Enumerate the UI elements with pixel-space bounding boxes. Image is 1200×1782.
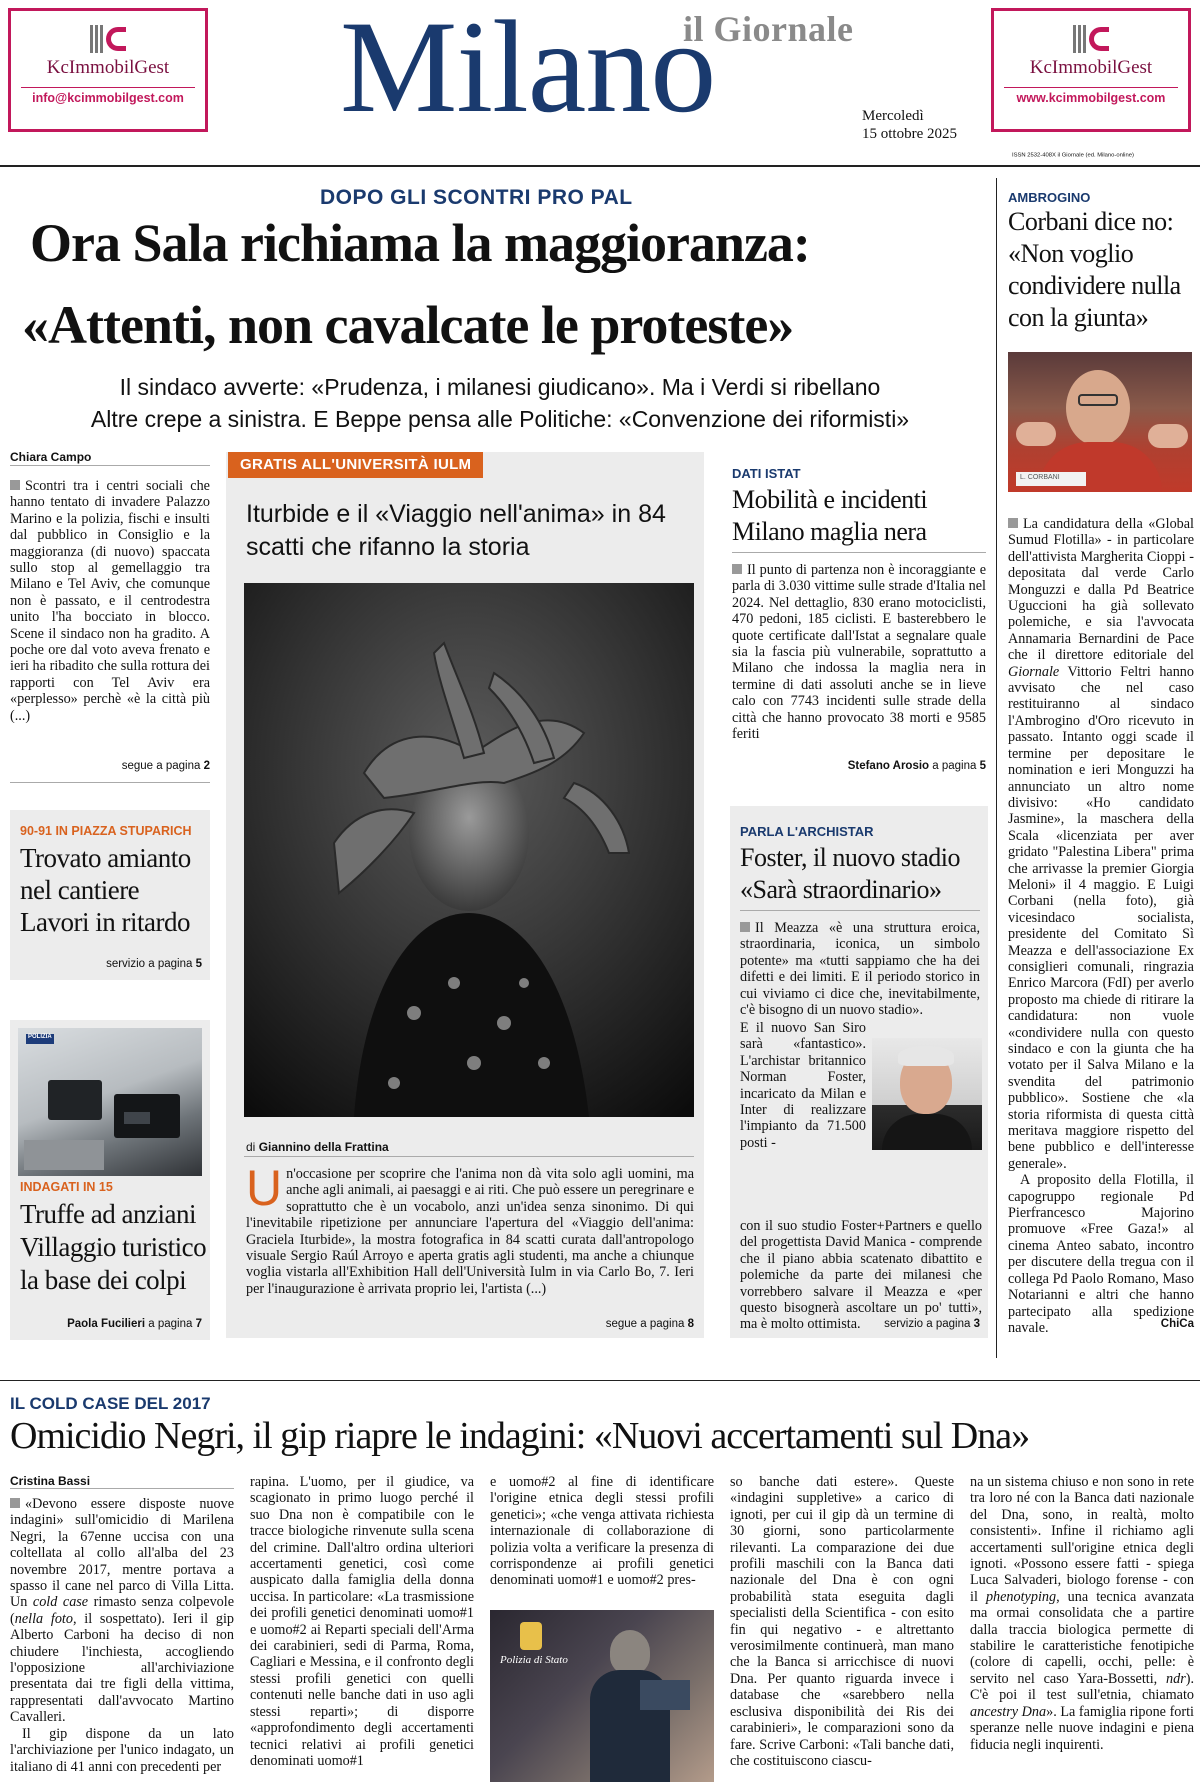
negri-col-4: so banche dati estere». Queste «indagini suppletive» a carico di ignoti, per cui il gip dà un termine di 30 giorni, sono particolarmente rilevanti. La comparazione dei due profili maschili con la Banca dati nazionale del Dna è con ogni probabilità stata eseguita dagli specialisti della Scientifica - con esito fin qui negativo - e altrettanto verosimilmente continuerà, man mano che la Banca si arricchisce di nuovi Dna. Per quanto riguarda invece i database che «sarebbero nella esclusiva disponibilità dei Ris dei carabinieri», le comparazioni sono da fare. Scrive Carboni: «Tali banche dati, che costituiscono ciascu-	[730, 1474, 954, 1769]
iulm-headline: Iturbide e il «Viaggio nell'anima» in 84 scatti che rifanno la storia	[246, 500, 666, 561]
lead-kicker: DOPO GLI SCONTRI PRO PAL	[320, 186, 633, 209]
iturbide-photo	[244, 583, 694, 1117]
negri-col-5: na un sistema chiuso e non sono in rete tra loro né con la Banca dati nazionale del Dna, sono, in realtà, molto consistenti». Infine il richiamo agli accertamenti sull'origine etnica degli ignoti. «Possono essere fatti - spiega Luca Salvaderi, biologo forense - con il phenotyping, una tecnica avanzata ma ormai consolidata che a partire dalla traccia biologica permette di stabilire le caratteristiche fenotipiche (colore di capelli, occhi, pelle: è servito nel caso Yara-Bossetti, ndr). C'è poi il test sull'etnia, chiamato ancestry Dna». La famiglia ripone forti speranze nelle nuove indagini e piena fiducia negli inquirenti.	[970, 1474, 1195, 1753]
istat-headline: Mobilità e incidenti Milano maglia nera	[732, 485, 928, 546]
corbani-photo	[1008, 352, 1192, 492]
section-rule	[0, 1380, 1200, 1381]
lead-headline-1: Ora Sala richiama la maggioranza:	[30, 213, 810, 273]
istat-kicker: DATI ISTAT	[732, 466, 801, 481]
ad-website-link[interactable]: www.kcimmobilgest.com	[1004, 87, 1178, 105]
amianto-headline: Trovato amianto nel cantiere Lavori in ritardo	[20, 843, 191, 937]
bullet-square-icon	[740, 922, 750, 932]
divider	[740, 910, 980, 911]
iturbide-photo-image	[244, 583, 694, 1117]
lead-byline: Chiara Campo	[10, 450, 92, 464]
nameplate: L. CORBANI	[1020, 474, 1060, 481]
suspect-photo	[490, 1610, 714, 1782]
masthead-date: 15 ottobre 2025	[862, 126, 957, 142]
masthead-day: Mercoledì	[862, 108, 924, 124]
divider	[10, 1488, 234, 1489]
foster-jump[interactable]: servizio a pagina 3	[884, 1318, 980, 1330]
ad-left[interactable]	[8, 8, 208, 132]
foster-headline: Foster, il nuovo stadio «Sarà straordinario»	[740, 843, 961, 904]
ad-logo-text: KcImmobilGest	[1029, 57, 1153, 78]
kc-logo-icon	[90, 25, 126, 53]
masthead-rule	[0, 165, 1200, 167]
negri-kicker: IL COLD CASE DEL 2017	[10, 1394, 211, 1413]
foster-kicker: PARLA L'ARCHISTAR	[740, 824, 874, 839]
ad-email-link[interactable]: info@kcimmobilgest.com	[21, 87, 195, 105]
masthead-brand: il Giornale	[683, 9, 854, 49]
lead-body: Scontri tra i centri sociali che hanno tentato di invadere Palazzo Marino e la polizia, fischi e insulti dal pubblico in Consiglio e la maggioranza (di nuovo) spaccata sullo stop al gemellaggio tra Milano e Tel Aviv, che comunque non è passato, e il centrodestra unito l'ha bocciato in blocco. Scene il sindaco non ha gradito. A poche ore dal voto aveva frenato e ieri ha ribadito che sulla rottura dei rapporti con Tel Aviv era «perplesso» perchè «è la città più (...)	[10, 478, 210, 724]
kc-logo-icon	[1073, 25, 1109, 53]
photo-label: Polizia di Stato	[500, 1654, 568, 1666]
police-emblem-icon	[520, 1622, 542, 1650]
ad-right[interactable]	[991, 8, 1191, 132]
truffe-jump[interactable]: Paola Fucilieri a pagina 7	[67, 1318, 202, 1330]
dropcap: U	[246, 1160, 283, 1216]
divider	[244, 1156, 694, 1157]
ad-logo-text: KcImmobilGest	[46, 57, 170, 78]
lead-subhead-2: Altre crepe a sinistra. E Beppe pensa alle Politiche: «Convenzione dei riformisti»	[90, 406, 910, 432]
foster-photo	[872, 1038, 982, 1150]
negri-byline: Cristina Bassi	[10, 1474, 91, 1488]
ambrogino-headline: Corbani dice no: «Non voglio condividere nulla con la giunta»	[1008, 207, 1181, 332]
iulm-byline: di Giannino della Frattina	[246, 1140, 389, 1154]
amianto-jump[interactable]: servizio a pagina 5	[106, 958, 202, 970]
iulm-body: Un'occasione per scoprire che l'anima non dà vita solo agli uomini, ma anche agli animali, ai paesaggi e ai riti. Che può essere un peregrinare e soprattutto che è un vocabolo, anzi un'idea senza sinonimo. Di qui l'inevitabile ripetizione per annunciare l'apertura del «Viaggio dell'anima: Graciela Iturbide», la mostra fotografica in 84 scatti curata dall'antropologo visuale Sergio Raúl Arroyo e aperta gratis agli studenti, ma anche a chiunque voglia vistarla all'Exhibition Hall dell'Università Iulm in via Carlo Bo, 7. Ieri per l'inaugurazione è arrivata proprio lei, l'artista (...)	[246, 1160, 694, 1297]
truffe-headline: Truffe ad anziani Villaggio turistico la base dei colpi	[20, 1199, 207, 1295]
bullet-square-icon	[732, 564, 742, 574]
lead-jump[interactable]: segue a pagina 2	[121, 760, 210, 772]
bullet-square-icon	[1008, 518, 1018, 528]
ambrogino-kicker: AMBROGINO	[1008, 190, 1091, 205]
foster-body-wrap: E il nuovo San Siro sarà «fantastico». L'archistar britannico Norman Foster, incaricato da Milan e Inter di realizzare l'impianto da 71.500 posti -	[740, 1020, 866, 1151]
iulm-kicker: GRATIS ALL'UNIVERSITÀ IULM	[228, 452, 483, 478]
amianto-kicker: 90-91 IN PIAZZA STUPARICH	[20, 824, 192, 838]
negri-col-2: rapina. L'uomo, per il giudice, va scagionato in primo luogo perché il suo Dna non è compatibile con le tracce biologiche rinvenute sulla scena del crimine. Dall'altro ordina ulteriori accertamenti genetici, così come auspicato dalla famiglia della donna uccisa. In particolare: «La trasmissione dei profili genetici denominati uomo#1 e uomo#2 ai Reparti speciali dell'Arma dei carabinieri, sedi di Parma, Roma, Cagliari e Messina, e il confronto degli stessi profili genetici con quelli contenuti nelle banche dati in uso agli stessi reparti»; di disporre «approfondimento degli accertamenti tecnici relativi ai profili genetici denominati uomo#1	[250, 1474, 474, 1769]
safe-photo	[18, 1028, 202, 1176]
negri-headline: Omicidio Negri, il gip riapre le indagini: «Nuovi accertamenti sul Dna»	[10, 1415, 1030, 1457]
divider	[10, 465, 210, 466]
column-rule	[996, 178, 997, 1358]
photo-label: POLIZIA	[28, 1034, 52, 1040]
bullet-square-icon	[10, 480, 20, 490]
ambrogino-sign: ChiCa	[1160, 1318, 1194, 1330]
iulm-jump[interactable]: segue a pagina 8	[605, 1318, 694, 1330]
negri-col-3: e uomo#2 al fine di identificare l'origine etnica degli stessi profili genetici»; «che venga attivata richiesta internazionale di collaborazione di polizia volta a verificare la presenza di corrispondenze ai profili genetici denominati uomo#1 e uomo#2 pres-	[490, 1474, 714, 1589]
divider	[10, 782, 210, 783]
ambrogino-body: La candidatura della «Global Sumud Flotilla» - in particolare dell'attivista Margherita Cioppi - depositata dal verde Carlo Monguzzi e dalla Pd Beatrice Uguccioni ha già sollevato polemiche, e sia l'avvocata Annamaria Bernardini de Pace che il direttore editoriale del Giornale Vittorio Feltri hanno avvisato che nel caso restituiranno al sindaco l'Ambrogino d'Oro ricevuto in passato. Intanto oggi scade il termine per depositare le nomination e ieri Monguzzi ha annunciato un altro nome divisivo: «Ho candidato Jasmine», la maschera della Scala «licenziata per aver gridato "Palestina Libera" prima che arrivasse la premier Giorgia Meloni» il 4 maggio. E Luigi Corbani (nella foto), già vicesindaco socialista, presidente del Comitato Sì Meazza e dell'associazione Ex consiglieri comunali, ringrazia Enrico Marcora (FdI) per averlo proposto ma chiede di ritirare la candidatura: non vuole «condividere nulla con questo sindaco e con la giunta che ha votato per il Salva Milano e la svendita del patrimonio pubblico». Sostiene che «la storia riformista di questa città meritava maggiore rispetto del bene pubblico e dell'interesse generale». A proposito della Flotilla, il capogruppo regionale Pd Pierfrancesco Majorino promuove «Free Gaza!» al cinema Anteo sabato, incontro per discutere della tregua con il collega Pd Paolo Romano, Maso Notarianni e altri che hanno partecipato alla spedizione navale.	[1008, 516, 1194, 1336]
lead-subhead-1: Il sindaco avverte: «Prudenza, i milanesi giudicano». Ma i Verdi si ribellano	[119, 374, 881, 400]
istat-jump[interactable]: Stefano Arosio a pagina 5	[847, 760, 986, 772]
istat-body: Il punto di partenza non è incoraggiante e parla di 3.030 vittime sulle strade d'Italia nel 2024. Nel dettaglio, 830 erano motociclisti, 470 pedoni, 185 ciclisti. E basterebbero le quote certificate dall'Istat a segnalare quale sia la fascia più vulnerabile, soprattutto a Milano che indossa la maglia nera in termine di dati assoluti anche se in lieve calo con 7743 incidenti sulle strade della città che hanno provocato 38 morti e 9585 feriti	[732, 562, 986, 743]
divider	[732, 552, 986, 553]
bullet-square-icon	[10, 1498, 20, 1508]
negri-col-1: «Devono essere disposte nuove indagini» sull'omicidio di Marilena Negri, la 67enne uccisa con una coltellata al collo all'alba del 23 novembre 2017, mentre portava a spasso il cane nel parco di Villa Litta. Un cold case rimasto senza colpevole (nella foto, il sospettato). Ieri il gip Alberto Carboni ha deciso di non chiudere l'inchiesta, accogliendo l'opposizione all'archiviazione presentata dai tre figli della vittima, rappresentati dall'avvocato Martino Cavalleri. Il gip dispone da un lato l'archiviazione per l'unico indagato, un italiano di 41 anni con precedenti per	[10, 1496, 234, 1775]
masthead-title: Milano	[340, 0, 716, 140]
foster-body-top: Il Meazza «è una struttura eroica, straordinaria, iconica, un simbolo potente» ma «tutti sappiamo che ha dei difetti e dei limiti. E il periodo storico in cui viviamo ci dice che, inevitabilmente, c'è bisogno di un nuovo stadio».	[740, 920, 980, 1019]
truffe-kicker: INDAGATI IN 15	[20, 1180, 113, 1194]
foster-body-bottom: con il suo studio Foster+Partners e quello del progettista David Manica - comprende che il piano abbia scatenato dibattito e polemiche da parte dei milanesi che vorrebbero salvare il Meazza e «per questo bisognerà ascoltare un po' tutti», ma è molto ottimista.	[740, 1218, 982, 1333]
issn-note: ISSN 2532-408X il Giornale (ed. Milano-online)	[1012, 152, 1134, 159]
lead-headline-2: «Attenti, non cavalcate le proteste»	[22, 295, 794, 355]
